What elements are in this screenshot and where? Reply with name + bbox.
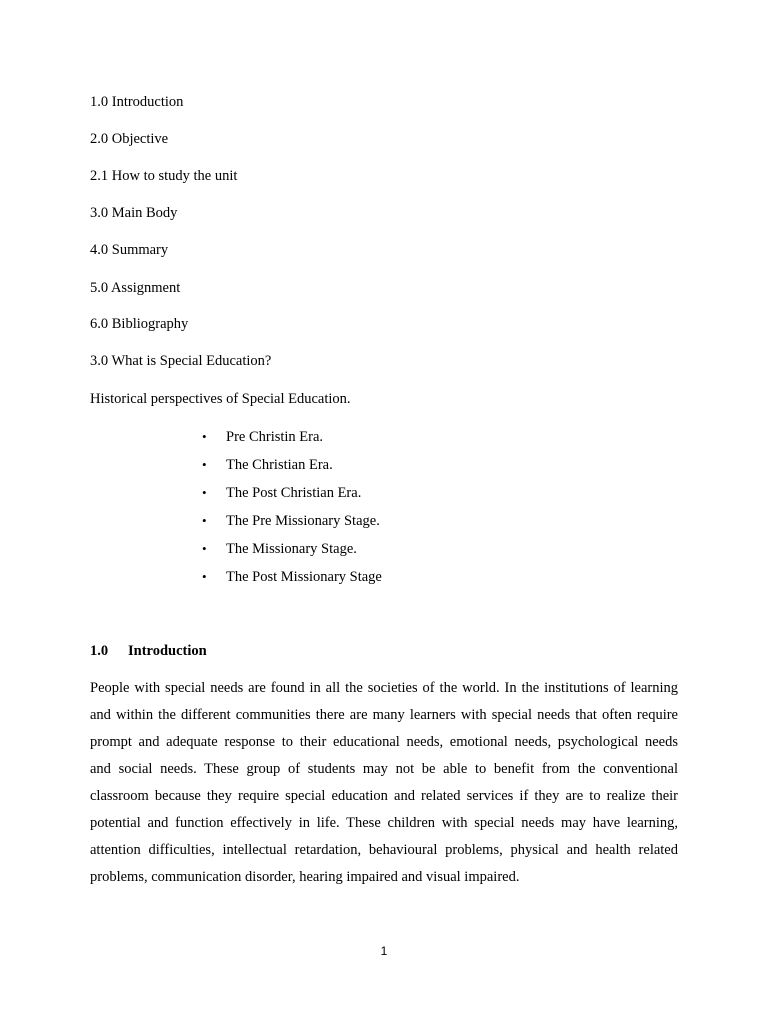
toc-item-how-to-study: 2.1 How to study the unit (90, 168, 238, 184)
bullet-item (202, 484, 361, 502)
toc-item-introduction: 1.0 Introduction (90, 94, 184, 110)
introduction-paragraph (90, 679, 678, 895)
bullet-icon: • (202, 485, 207, 500)
bullet-text: Pre Christin Era. (226, 429, 324, 445)
toc-item-main-body: 3.0 Main Body (90, 205, 178, 221)
section-heading (90, 642, 207, 660)
paragraph-line: and social needs. These group of students may not be able to benefit from the conventional (90, 761, 678, 777)
bullet-text: The Pre Missionary Stage. (226, 513, 380, 529)
bullet-item (202, 540, 357, 558)
bullet-icon: • (202, 429, 207, 444)
section-number: 1.0 (90, 643, 109, 659)
bullet-icon: • (202, 569, 207, 584)
toc-item-objective: 2.0 Objective (90, 131, 169, 147)
bullet-text: The Christian Era. (226, 457, 333, 473)
bullet-text: The Post Christian Era. (226, 485, 362, 501)
bullet-text: The Missionary Stage. (226, 541, 357, 557)
paragraph-line: prompt and adequate response to their educational needs, emotional needs, psychological needs (90, 734, 678, 750)
paragraph-line: People with special needs are found in all the societies of the world. In the institutions of learning (90, 680, 678, 696)
section-title: Introduction (128, 643, 207, 659)
bullet-item (202, 568, 382, 586)
bullet-item (202, 428, 323, 446)
page-number: 1 (380, 944, 388, 958)
paragraph-line: attention difficulties, intellectual retardation, behavioural problems, physical and health related (90, 842, 678, 858)
bullet-icon: • (202, 541, 207, 556)
paragraph-line: and within the different communities there are many learners with special needs that often require (90, 707, 678, 723)
bullet-item (202, 512, 380, 530)
historical-perspectives-heading: Historical perspectives of Special Education. (90, 391, 351, 407)
toc-item-assignment: 5.0 Assignment (90, 280, 181, 296)
toc-item-summary: 4.0 Summary (90, 242, 169, 258)
toc-item-bibliography: 6.0 Bibliography (90, 316, 189, 332)
bullet-icon: • (202, 457, 207, 472)
toc-item-what-is-special-education: 3.0 What is Special Education? (90, 353, 272, 369)
paragraph-line: potential and function effectively in life. These children with special needs may have learning, (90, 815, 678, 831)
bullet-item (202, 456, 333, 474)
bullet-text: The Post Missionary Stage (226, 569, 382, 585)
bullet-icon: • (202, 513, 207, 528)
paragraph-line: problems, communication disorder, hearing impaired and visual impaired. (90, 869, 520, 885)
paragraph-line: classroom because they require special education and related services if they are to realize their (90, 788, 678, 804)
